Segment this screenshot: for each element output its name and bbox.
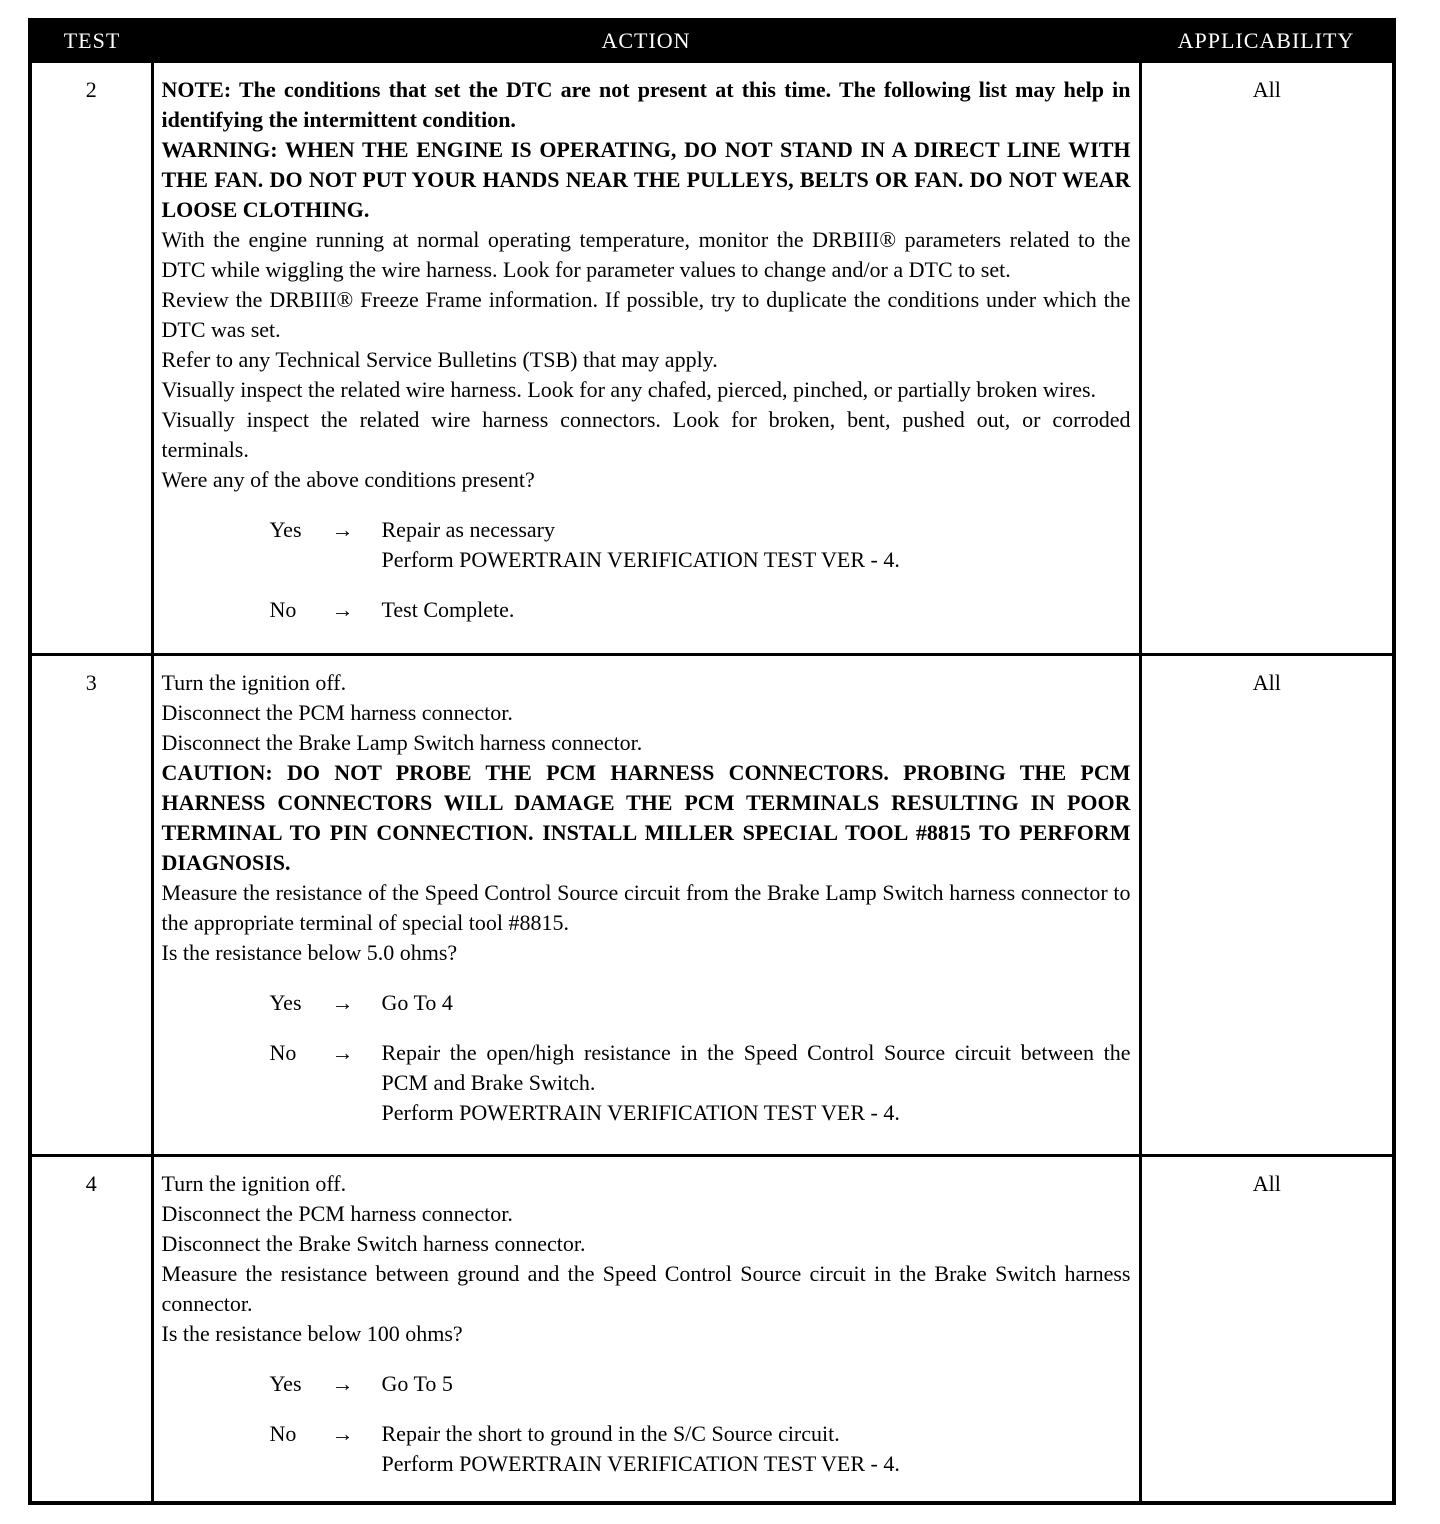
answer-text	[382, 515, 1131, 575]
answer-line: Go To 4	[381, 990, 453, 1016]
answer-line: Perform POWERTRAIN VERIFICATION TEST VER - 4.	[381, 547, 900, 572]
answer-no	[162, 1419, 1131, 1479]
instruction-text: Disconnect the PCM harness connector.	[161, 700, 513, 726]
instruction-text: Turn the ignition off.	[161, 1171, 347, 1197]
applicability-value: All	[1140, 62, 1392, 655]
arrow-right-icon: →	[331, 517, 354, 542]
answer-line: Test Complete.	[381, 597, 515, 622]
arrow-right-icon: →	[331, 1371, 354, 1397]
instruction-text: Is the resistance below 5.0 ohms?	[161, 940, 458, 966]
instruction-text: Measure the resistance of the Speed Control Source circuit from the Brake Lamp Switch harness connector to the appropriate terminal of special tool #8815.	[161, 880, 1131, 936]
answer-label: No	[269, 597, 297, 622]
instruction-text: Were any of the above conditions present?	[161, 467, 535, 492]
arrow-right-icon: →	[331, 597, 354, 622]
header-test: TEST	[32, 22, 152, 62]
instruction-text: Disconnect the PCM harness connector.	[161, 1201, 513, 1227]
warning-text: NOTE: The conditions that set the DTC are not present at this time. The following list may help in identifying the intermittent condition.	[161, 77, 1131, 132]
answer-line: Repair the short to ground in the S/C Source circuit.	[381, 1421, 840, 1447]
warning-text: WARNING: WHEN THE ENGINE IS OPERATING, DO NOT STAND IN A DIRECT LINE WITH THE FAN. DO NOT PUT YOUR HANDS NEAR THE PULLEYS, BELTS OR FAN. DO NOT WEAR LOOSE CLOTHING.	[161, 137, 1131, 222]
action-cell	[152, 1156, 1140, 1501]
table-row	[32, 1156, 1392, 1501]
test-number: 3	[32, 655, 152, 1156]
answer-no	[162, 595, 1131, 625]
answer-yes	[162, 988, 1131, 1018]
answer-text	[382, 1038, 1131, 1128]
table-header-row	[32, 22, 1392, 62]
answer-label: Yes	[269, 517, 302, 542]
header-action: ACTION	[152, 22, 1140, 62]
answer-line: Perform POWERTRAIN VERIFICATION TEST VER - 4.	[381, 1451, 900, 1477]
applicability-value: All	[1140, 1156, 1392, 1501]
instruction-text: Refer to any Technical Service Bulletins (TSB) that may apply.	[161, 347, 718, 372]
test-number: 4	[32, 1156, 152, 1501]
answer-label: Yes	[269, 990, 302, 1016]
answer-line: Go To 5	[381, 1371, 453, 1397]
instruction-text: With the engine running at normal operating temperature, monitor the DRBIII® parameters related to the DTC while wiggling the wire harness. Look for parameter values to change and/or a DTC to set.	[161, 227, 1131, 282]
answer-line: Repair the open/high resistance in the Speed Control Source circuit between the PCM and Brake Switch.	[381, 1040, 1131, 1096]
answer-yes	[162, 1369, 1131, 1399]
test-table	[32, 22, 1392, 1501]
warning-text: CAUTION: DO NOT PROBE THE PCM HARNESS CONNECTORS. PROBING THE PCM HARNESS CONNECTORS WILL DAMAGE THE PCM TERMINALS RESULTING IN POOR TERMINAL TO PIN CONNECTION. INSTALL MILLER SPECIAL TOOL #8815 TO PERFORM DIAGNOSIS.	[161, 760, 1131, 876]
answer-line: Perform POWERTRAIN VERIFICATION TEST VER - 4.	[381, 1100, 900, 1126]
answer-label: Yes	[269, 1371, 302, 1397]
arrow-right-icon: →	[331, 1421, 354, 1447]
table-body	[32, 62, 1392, 1502]
header-applicability: APPLICABILITY	[1140, 22, 1392, 62]
instruction-text: Review the DRBIII® Freeze Frame information. If possible, try to duplicate the conditions under which the DTC was set.	[161, 287, 1131, 342]
answer-text	[382, 988, 1131, 1018]
answer-text	[382, 1369, 1131, 1399]
test-number: 2	[32, 62, 152, 655]
answer-label: No	[269, 1040, 297, 1066]
arrow-right-icon: →	[331, 990, 354, 1016]
diagnostic-test-table	[28, 18, 1396, 1505]
instruction-text: Disconnect the Brake Switch harness connector.	[161, 1231, 586, 1257]
table-row	[32, 655, 1392, 1156]
answer-no	[162, 1038, 1131, 1128]
instruction-text: Is the resistance below 100 ohms?	[161, 1321, 463, 1347]
instruction-text: Visually inspect the related wire harness connectors. Look for broken, bent, pushed out, or corroded terminals.	[161, 407, 1131, 462]
instruction-text: Visually inspect the related wire harness. Look for any chafed, pierced, pinched, or partially broken wires.	[161, 377, 1097, 402]
action-cell	[152, 655, 1140, 1156]
table-row	[32, 62, 1392, 655]
answer-line: Repair as necessary	[381, 517, 555, 542]
answer-yes	[162, 515, 1131, 575]
arrow-right-icon: →	[331, 1040, 354, 1066]
answer-text	[382, 595, 1131, 625]
applicability-value: All	[1140, 655, 1392, 1156]
instruction-text: Measure the resistance between ground and the Speed Control Source circuit in the Brake Switch harness connector.	[161, 1261, 1131, 1317]
answer-text	[382, 1419, 1131, 1479]
action-cell	[152, 62, 1140, 655]
answer-label: No	[269, 1421, 297, 1447]
instruction-text: Disconnect the Brake Lamp Switch harness connector.	[161, 730, 643, 756]
instruction-text: Turn the ignition off.	[161, 670, 347, 696]
